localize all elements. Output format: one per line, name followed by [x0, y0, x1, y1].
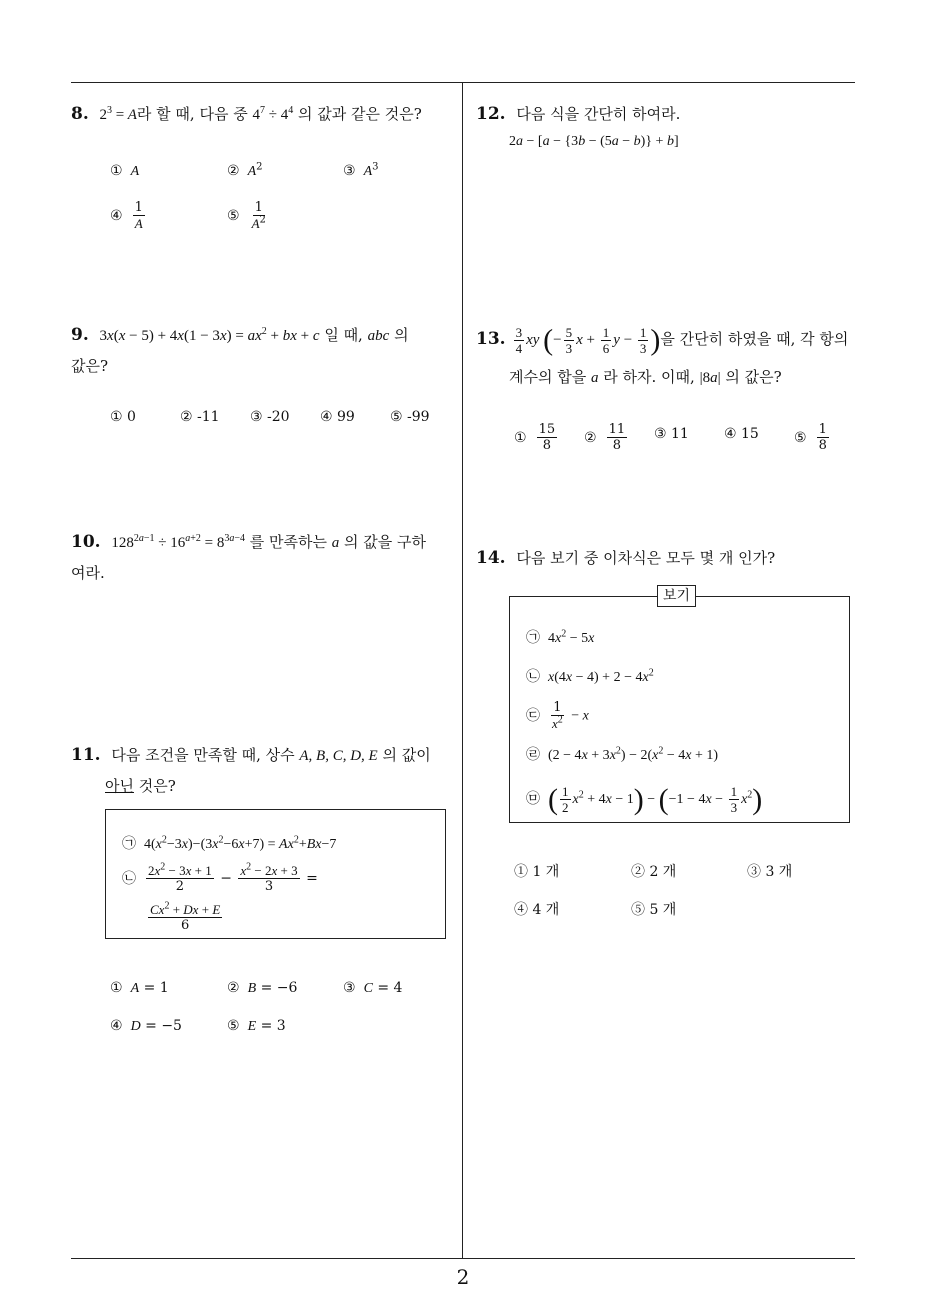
math-expression: 2a − [a − {3b − (5a − b)} + b]	[509, 134, 679, 149]
option-5[interactable]: ⑤ $\frac{1}{8}$	[794, 422, 827, 453]
bogi-item-3: ㉢ $\frac{1}{x^2}$ − x	[526, 700, 589, 731]
option-4[interactable]: ④ 15	[724, 426, 759, 442]
question-text: 계수의 합을	[509, 368, 587, 386]
math-expression: $3x(x - 5) + 4x(1 - 3x) = ax^2$ + bx + c	[99, 326, 320, 344]
question-number: 13.	[476, 329, 506, 349]
math-expression: a	[591, 370, 599, 386]
option-4[interactable]: ④ 4 개	[514, 902, 560, 918]
top-rule	[71, 82, 855, 83]
question-text: 라 할 때, 다음 중	[136, 105, 248, 123]
math-expression: $\frac{3}{4}$ xy (− $\frac{5}{3}$ x + $\frac{1}{6}$ y − $\frac{1}{3}$ )	[515, 323, 661, 357]
fraction: $\frac{x^2 - 2x + 3}{3}$	[240, 861, 298, 894]
option-1[interactable]: ① A = 1	[110, 980, 169, 996]
bottom-rule	[71, 1258, 855, 1259]
option-4[interactable]: ④ D = −5	[110, 1018, 182, 1034]
option-2[interactable]: ② B = −6	[227, 980, 298, 996]
option-5[interactable]: ⑤ -99	[390, 409, 430, 425]
bogi-item-5: ㉤ ( $\frac{1}{2}$ $x^2 + 4x - 1) - (-1 - 4x$ − $\frac{1}{3}$ $x^2$)	[526, 782, 763, 816]
option-1[interactable]: ① A	[110, 163, 140, 179]
column-divider	[462, 82, 463, 1258]
question-text: 다음 조건을 만족할 때, 상수	[111, 746, 295, 764]
fraction: $\frac{11}{8}$	[608, 422, 626, 453]
question-9	[71, 320, 461, 381]
option-2[interactable]: ② -11	[180, 409, 220, 425]
question-text: 다음 보기 중 이차식은 모두 몇 개 인가?	[516, 549, 776, 567]
condition-2-rhs	[146, 902, 224, 933]
option-4[interactable]: ④ 99	[320, 409, 355, 425]
question-number: 9.	[71, 325, 89, 345]
question-number: 14.	[476, 548, 506, 568]
question-text: 값은?	[71, 357, 109, 375]
option-1[interactable]: ① 1 개	[514, 864, 560, 880]
fraction: $\frac{Cx^2 + Dx + E}{6}$	[150, 900, 221, 933]
bogi-title: 보기	[657, 585, 696, 607]
bogi-item-1: ㉠ $4x^2 - 5x$	[526, 628, 595, 646]
math-expression: $128^{2a-1} \div 16^{a+2} = 8^{3a-4}$	[111, 533, 245, 551]
math-expression: $4^7 \div 4^4$	[252, 105, 294, 123]
fraction: $\frac{15}{8}$	[538, 422, 556, 453]
fraction: $\frac{1}{A}$	[134, 200, 143, 231]
option-5[interactable]: ⑤ $\frac{1}{A^2}$	[227, 200, 266, 231]
math-expression: a	[331, 535, 340, 551]
option-1[interactable]: ① 0	[110, 409, 136, 425]
fraction: $\frac{1}{A^2}$	[251, 200, 266, 231]
fraction: $\frac{1}{x^2}$	[552, 700, 563, 731]
question-number: 8.	[71, 104, 89, 124]
question-13-line-2	[509, 362, 869, 393]
question-12	[476, 99, 856, 129]
option-3[interactable]: ③ 3 개	[747, 864, 793, 880]
option-4[interactable]: ④ $\frac{1}{A}$	[110, 200, 143, 231]
question-text: 을 간단히 하였을 때, 각 항의	[660, 330, 849, 348]
question-text: 의 값은?	[725, 368, 782, 386]
question-text: 의	[394, 326, 409, 344]
option-3[interactable]: ③ -20	[250, 409, 290, 425]
question-text: 일 때,	[324, 326, 363, 344]
question-text: 것은?	[138, 777, 176, 795]
condition-1: ㉠ $4(x^2-3x)-(3x^2-6x+7) = Ax^2+Bx-7$	[122, 834, 337, 852]
page-number: 2	[456, 1265, 470, 1289]
fraction: $\frac{2x^2 - 3x + 1}{2}$	[148, 861, 212, 894]
question-text: 라 하자. 이때,	[603, 368, 695, 386]
option-3[interactable]: ③ 11	[654, 426, 689, 442]
math-expression: |8a|	[699, 370, 721, 386]
question-10	[71, 527, 461, 588]
option-2[interactable]: ② 2 개	[631, 864, 677, 880]
emphasis-text: 아닌	[105, 777, 134, 795]
option-2[interactable]: ② $A^2$	[227, 161, 263, 179]
question-text: 의 값을 구하	[344, 533, 427, 551]
question-13	[476, 322, 866, 357]
option-3[interactable]: ③ C = 4	[343, 980, 403, 996]
math-expression: abc	[367, 328, 390, 344]
option-2[interactable]: ② $\frac{11}{8}$	[584, 422, 626, 453]
question-text: 의 값과 같은 것은?	[297, 105, 422, 123]
question-text: 를 만족하는	[249, 533, 327, 551]
option-1[interactable]: ① $\frac{15}{8}$	[514, 422, 556, 453]
option-5[interactable]: ⑤ 5 개	[631, 902, 677, 918]
question-text: 여라.	[71, 564, 105, 582]
question-14	[476, 543, 856, 573]
question-number: 11.	[71, 745, 101, 765]
question-number: 10.	[71, 532, 101, 552]
question-8	[71, 99, 456, 130]
condition-2: ㉡ $\frac{2x^2 - 3x + 1}{2}$ − $\frac{x^2 - 2x + 3}{3}$ =	[122, 861, 318, 894]
question-11	[71, 740, 461, 801]
option-5[interactable]: ⑤ E = 3	[227, 1018, 286, 1034]
question-number: 12.	[476, 104, 506, 124]
math-expression: A, B, C, D, E	[299, 748, 378, 764]
option-3[interactable]: ③ $A^3$	[343, 161, 379, 179]
math-expression: $2^3 = A$	[99, 105, 137, 123]
fraction: $\frac{1}{8}$	[818, 422, 827, 453]
bogi-item-2: ㉡ $x(4x - 4) + 2 - 4x^2$	[526, 667, 654, 685]
bogi-item-4: ㉣ $(2 - 4x + 3x^2) - 2(x^2 - 4x + 1)$	[526, 745, 719, 763]
question-text: 의 값이	[382, 746, 431, 764]
question-text: 다음 식을 간단히 하여라.	[516, 105, 681, 123]
